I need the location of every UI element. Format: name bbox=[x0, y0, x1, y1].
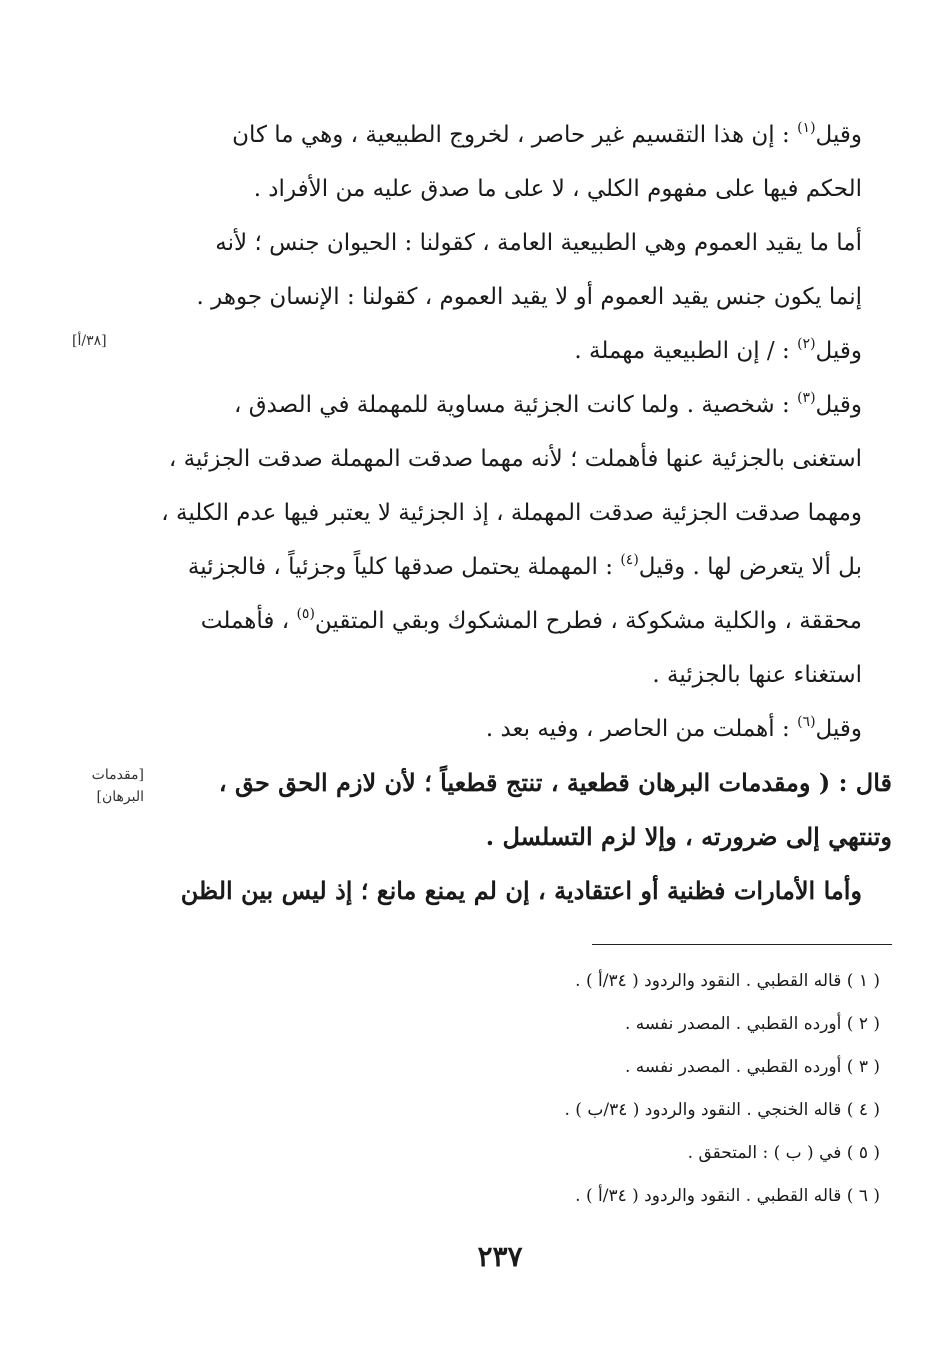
word-qil: وقيل bbox=[815, 716, 862, 742]
text-line bbox=[140, 378, 892, 432]
footnote-ref-2: (٢) bbox=[797, 336, 816, 352]
text-run: : إن هذا التقسيم غير حاصر ، لخروج الطبيعية ، وهي ما كان bbox=[232, 122, 790, 148]
margin-heading-line-1: [مقدمات bbox=[91, 767, 144, 783]
text-line: قال : ( ومقدمات البرهان قطعية ، تنتج قطعياً ؛ لأن لازم الحق حق ، bbox=[218, 768, 892, 797]
footnote-6: ( ٦ ) قاله القطبي . النقود والردود ( ٣٤/أ ) . bbox=[575, 1186, 880, 1206]
word-qil: وقيل bbox=[815, 122, 862, 148]
text-line: ومهما صدقت الجزئية صدقت المهملة ، إذ الجزئية لا يعتبر فيها عدم الكلية ، bbox=[161, 500, 862, 526]
paragraph-quote-1 bbox=[140, 756, 892, 864]
folio-marker: [٣٨/أ] bbox=[72, 333, 107, 349]
paragraph-4 bbox=[140, 378, 892, 702]
text-line bbox=[140, 540, 892, 594]
text-run: : أهملت من الحاصر ، وفيه بعد . bbox=[485, 716, 790, 742]
footnote-ref-4: (٤) bbox=[620, 552, 639, 568]
main-text bbox=[140, 108, 892, 918]
text-line: استغنى بالجزئية عنها فأهملت ؛ لأنه مهما صدقت المهملة صدقت الجزئية ، bbox=[168, 446, 862, 472]
page-number: ٢٣٧ bbox=[477, 1240, 523, 1273]
paragraph-1 bbox=[140, 108, 892, 216]
paragraph-5 bbox=[140, 702, 892, 756]
word-qil: وقيل bbox=[815, 392, 862, 418]
paragraph-quote-2 bbox=[140, 864, 892, 918]
text-line bbox=[140, 702, 892, 756]
text-line: استغناء عنها بالجزئية . bbox=[652, 662, 862, 688]
text-line bbox=[140, 594, 892, 648]
footnote-2: ( ٢ ) أورده القطبي . المصدر نفسه . bbox=[624, 1014, 880, 1034]
text-line: أما ما يقيد العموم وهي الطبيعية العامة ، كقولنا : الحيوان جنس ؛ لأنه bbox=[215, 230, 862, 256]
footnote-1: ( ١ ) قاله القطبي . النقود والردود ( ٣٤/أ ) . bbox=[575, 971, 880, 991]
footnote-3: ( ٣ ) أورده القطبي . المصدر نفسه . bbox=[624, 1057, 880, 1077]
footnote-4: ( ٤ ) قاله الخنجي . النقود والردود ( ٣٤/ب ) . bbox=[564, 1100, 880, 1120]
text-run: ، فأهملت bbox=[200, 608, 290, 634]
footnote-ref-6: (٦) bbox=[797, 714, 816, 730]
paragraph-3 bbox=[140, 324, 892, 378]
footnote-ref-3: (٣) bbox=[797, 390, 816, 406]
text-run: : / إن الطبيعية مهملة . bbox=[574, 338, 790, 364]
text-line: وأما الأمارات فظنية أو اعتقادية ، إن لم يمنع مانع ؛ إذ ليس بين الظن bbox=[180, 876, 862, 905]
text-line: وتنتهي إلى ضرورته ، وإلا لزم التسلسل . bbox=[485, 822, 892, 851]
footnote-ref-1: (١) bbox=[797, 120, 816, 136]
text-line bbox=[140, 324, 892, 378]
paragraph-2 bbox=[140, 216, 892, 324]
section-margin-heading bbox=[72, 764, 144, 808]
word-qil: وقيل bbox=[815, 338, 862, 364]
text-line: إنما يكون جنس يقيد العموم أو لا يقيد العموم ، كقولنا : الإنسان جوهر . bbox=[196, 284, 862, 310]
margin-heading-line-2: البرهان] bbox=[96, 789, 144, 805]
footnote-ref-5: (٥) bbox=[296, 606, 315, 622]
footnotes bbox=[420, 960, 880, 1218]
text-line: الحكم فيها على مفهوم الكلي ، لا على ما صدق عليه من الأفراد . bbox=[253, 176, 862, 202]
text-run: : المهملة يحتمل صدقها كلياً وجزئياً ، فالجزئية bbox=[187, 554, 613, 580]
text-run: بل ألا يتعرض لها . وقيل bbox=[638, 554, 862, 580]
footnote-divider bbox=[592, 944, 892, 945]
text-run: : شخصية . ولما كانت الجزئية مساوية للمهملة في الصدق ، bbox=[233, 392, 790, 418]
text-line bbox=[140, 108, 892, 162]
footnote-5: ( ٥ ) في ( ب ) : المتحقق . bbox=[687, 1143, 880, 1163]
text-run: محققة ، والكلية مشكوكة ، فطرح المشكوك وبقي المتقين bbox=[314, 608, 862, 634]
